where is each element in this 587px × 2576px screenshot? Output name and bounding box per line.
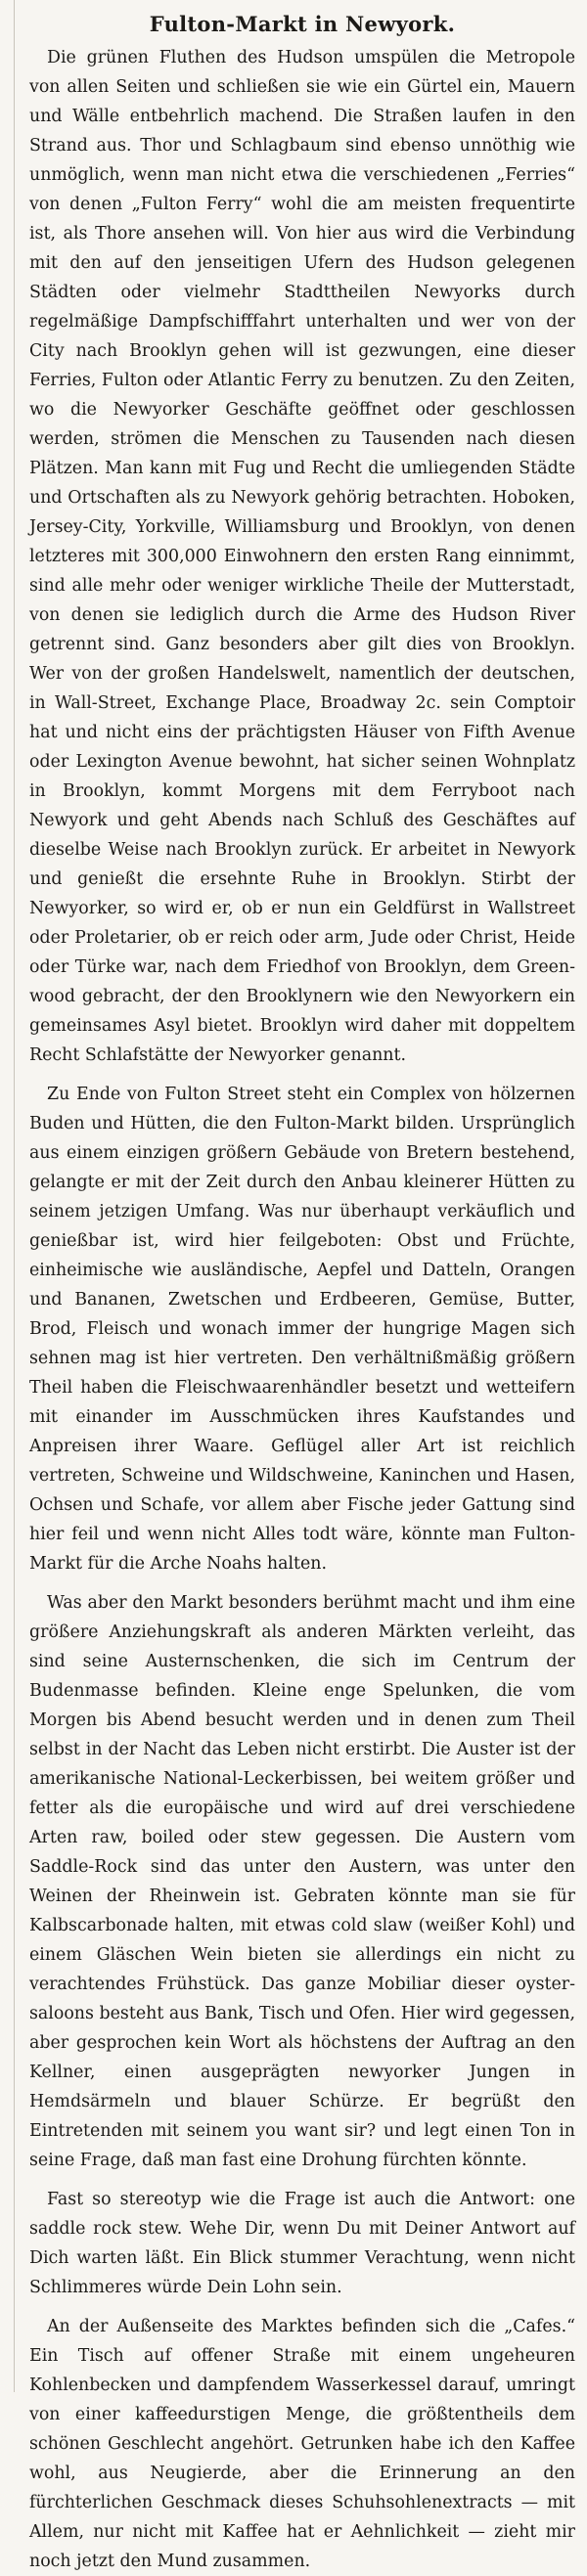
article-paragraph-3: Was aber den Markt besonders berühmt macht und ihm eine größere Anziehungskraft als anderen Märkten verleiht, das sind seine Austernschenken, die sich im Centrum der Budenmasse befinden. Kleine enge Spelunken, die vom Morgen bis Abend besucht werden und in denen zum Theil selbst in der Nacht das Leben nicht erstirbt. Die Auster ist der amerikanische National-Leckerbissen, bei weitem größer und fetter als die europäische und wird auf drei verschiedene Arten raw, boiled oder stew gegessen. Die Austern vom Saddle-Rock sind das unter den Austern, was unter den Weinen der Rheinwein ist. Gebraten könnte man sie für Kalbscarbonade halten, mit etwas cold slaw (weißer Kohl) und einem Gläschen Wein bieten sie allerdings ein nicht zu verachtendes Frühstück. Das ganze Mobiliar dieser oyster-saloons besteht aus Bank, Tisch und Ofen. Hier wird gegessen, aber gesprochen kein Wort als höchstens der Auftrag an den Kellner, einen ausgeprägten newyorker Jungen in Hemdsärmeln und blauer Schürze. Er begrüßt den Eintretenden mit seinem you want sir? und legt einen Ton in seine Frage, daß man fast eine Drohung fürchten könnte. — [29, 1593, 575, 2170]
article-title: Fulton-Markt in Newyork. — [149, 12, 456, 36]
article-paragraph-1: Die grünen Fluthen des Hudson umspülen die Metropole von allen Seiten und schließen sie wie ein Gürtel ein, Mauern und Wälle entbehrlich machend. Die Straßen laufen in den Strand aus. Thor und Schlagbaum sind ebenso unnöthig wie unmöglich, wenn man nicht etwa die verschiedenen „Ferries“ von denen „Fulton Ferry“ wohl die am meisten frequentirte ist, als Thore ansehen will. Von hier aus wird die Verbindung mit den auf den jenseitigen Ufern des Hudson gelegenen Städten oder vielmehr Stadttheilen Newyorks durch regelmäßige Dampfschifffahrt unterhalten und wer von der City nach Brooklyn gehen will ist gezwungen, eine dieser Ferries, Fulton oder Atlantic Ferry zu benutzen. Zu den Zeiten, wo die Newyorker Geschäfte geöffnet oder geschlossen werden, strömen die Menschen zu Tausenden nach diesen Plätzen. Man kann mit Fug und Recht die umliegenden Städte und Ortschaften als zu Newyork gehörig betrachten. Hoboken, Jersey-City, Yorkville, Williamsburg und Brooklyn, von denen letzteres mit 300,000 Einwohnern den ersten Rang einnimmt, sind alle mehr oder weniger wirkliche Theile der Mutterstadt, von denen sie lediglich durch die Arme des Hudson River getrennt sind. Ganz besonders aber gilt dies von Brooklyn. Wer von der großen Handelswelt, namentlich der deutschen, in Wall-Street, Exchange Place, Broadway 2c. sein Comptoir hat und nicht eins der prächtigsten Häuser von Fifth Avenue oder Lexington Avenue bewohnt, hat sicher seinen Wohnplatz in Brooklyn, kommt Morgens mit dem Ferryboot nach Newyork und geht Abends nach Schluß des Geschäftes auf dieselbe Weise nach Brooklyn zurück. Er arbeitet in Newyork und genießt die ersehnte Ruhe in Brooklyn. Stirbt der Newyorker, so wird er, ob er nun ein Geldfürst in Wallstreet oder Proletarier, ob er reich oder arm, Jude oder Christ, Heide oder Türke war, nach dem Friedhof von Brooklyn, dem Green-wood gebracht, der den Brooklynern wie den Newyorkern ein gemeinsames Asyl bietet. Brooklyn wird daher mit doppeltem Recht Schlafstätte der Newyorker genannt. — [29, 48, 575, 1065]
column-rule — [14, 0, 15, 2392]
article-paragraph-4: Fast so stereotyp wie die Frage ist auch die Antwort: one saddle rock stew. Wehe Dir, wenn Du mit Deiner Antwort auf Dich warten läßt. Ein Blick stummer Verachtung, wenn nicht Schlimmeres würde Dein Lohn sein. — [29, 2190, 575, 2297]
article-paragraph-5: An der Außenseite des Marktes befinden sich die „Cafes.“ Ein Tisch auf offener Straße mit einem ungeheuren Kohlenbecken und dampfendem Wasserkessel darauf, umringt von einer kaffeedurstigen Menge, die größtentheils dem schönen Geschlecht angehört. Getrunken habe ich den Kaffee wohl, aus Neugierde, aber die Erinnerung an den fürchterlichen Geschmack dieses Schuhsohlenextracts — mit Allem, nur nicht mit Kaffee hat er Aehnlichkeit — zieht mir noch jetzt den Mund zusammen. — [29, 2317, 575, 2571]
article-paragraph-2: Zu Ende von Fulton Street steht ein Complex von hölzernen Buden und Hütten, die den Fulton-Markt bilden. Ursprünglich aus einem einzigen größern Gebäude von Bretern bestehend, gelangte er mit der Zeit durch den Anbau kleinerer Hütten zu seinem jetzigen Umfang. Was nur überhaupt verkäuflich und genießbar ist, wird hier feilgeboten: Obst und Früchte, einheimische wie ausländische, Aepfel und Datteln, Orangen und Bananen, Zwetschen und Erdbeeren, Gemüse, Butter, Brod, Fleisch und wonach immer der hungrige Magen sich sehnen mag ist hier vertreten. Den verhältnißmäßig größern Theil haben die Fleischwaarenhändler besetzt und wetteifern mit einander im Ausschmücken ihres Kaufstandes und Anpreisen ihrer Waare. Geflügel aller Art ist reichlich vertreten, Schweine und Wildschweine, Kaninchen und Hasen, Ochsen und Schafe, vor allem aber Fische jeder Gattung sind hier feil und wenn nicht Alles todt wäre, könnte man Fulton-Markt für die Arche Noahs halten. — [29, 1085, 575, 1574]
